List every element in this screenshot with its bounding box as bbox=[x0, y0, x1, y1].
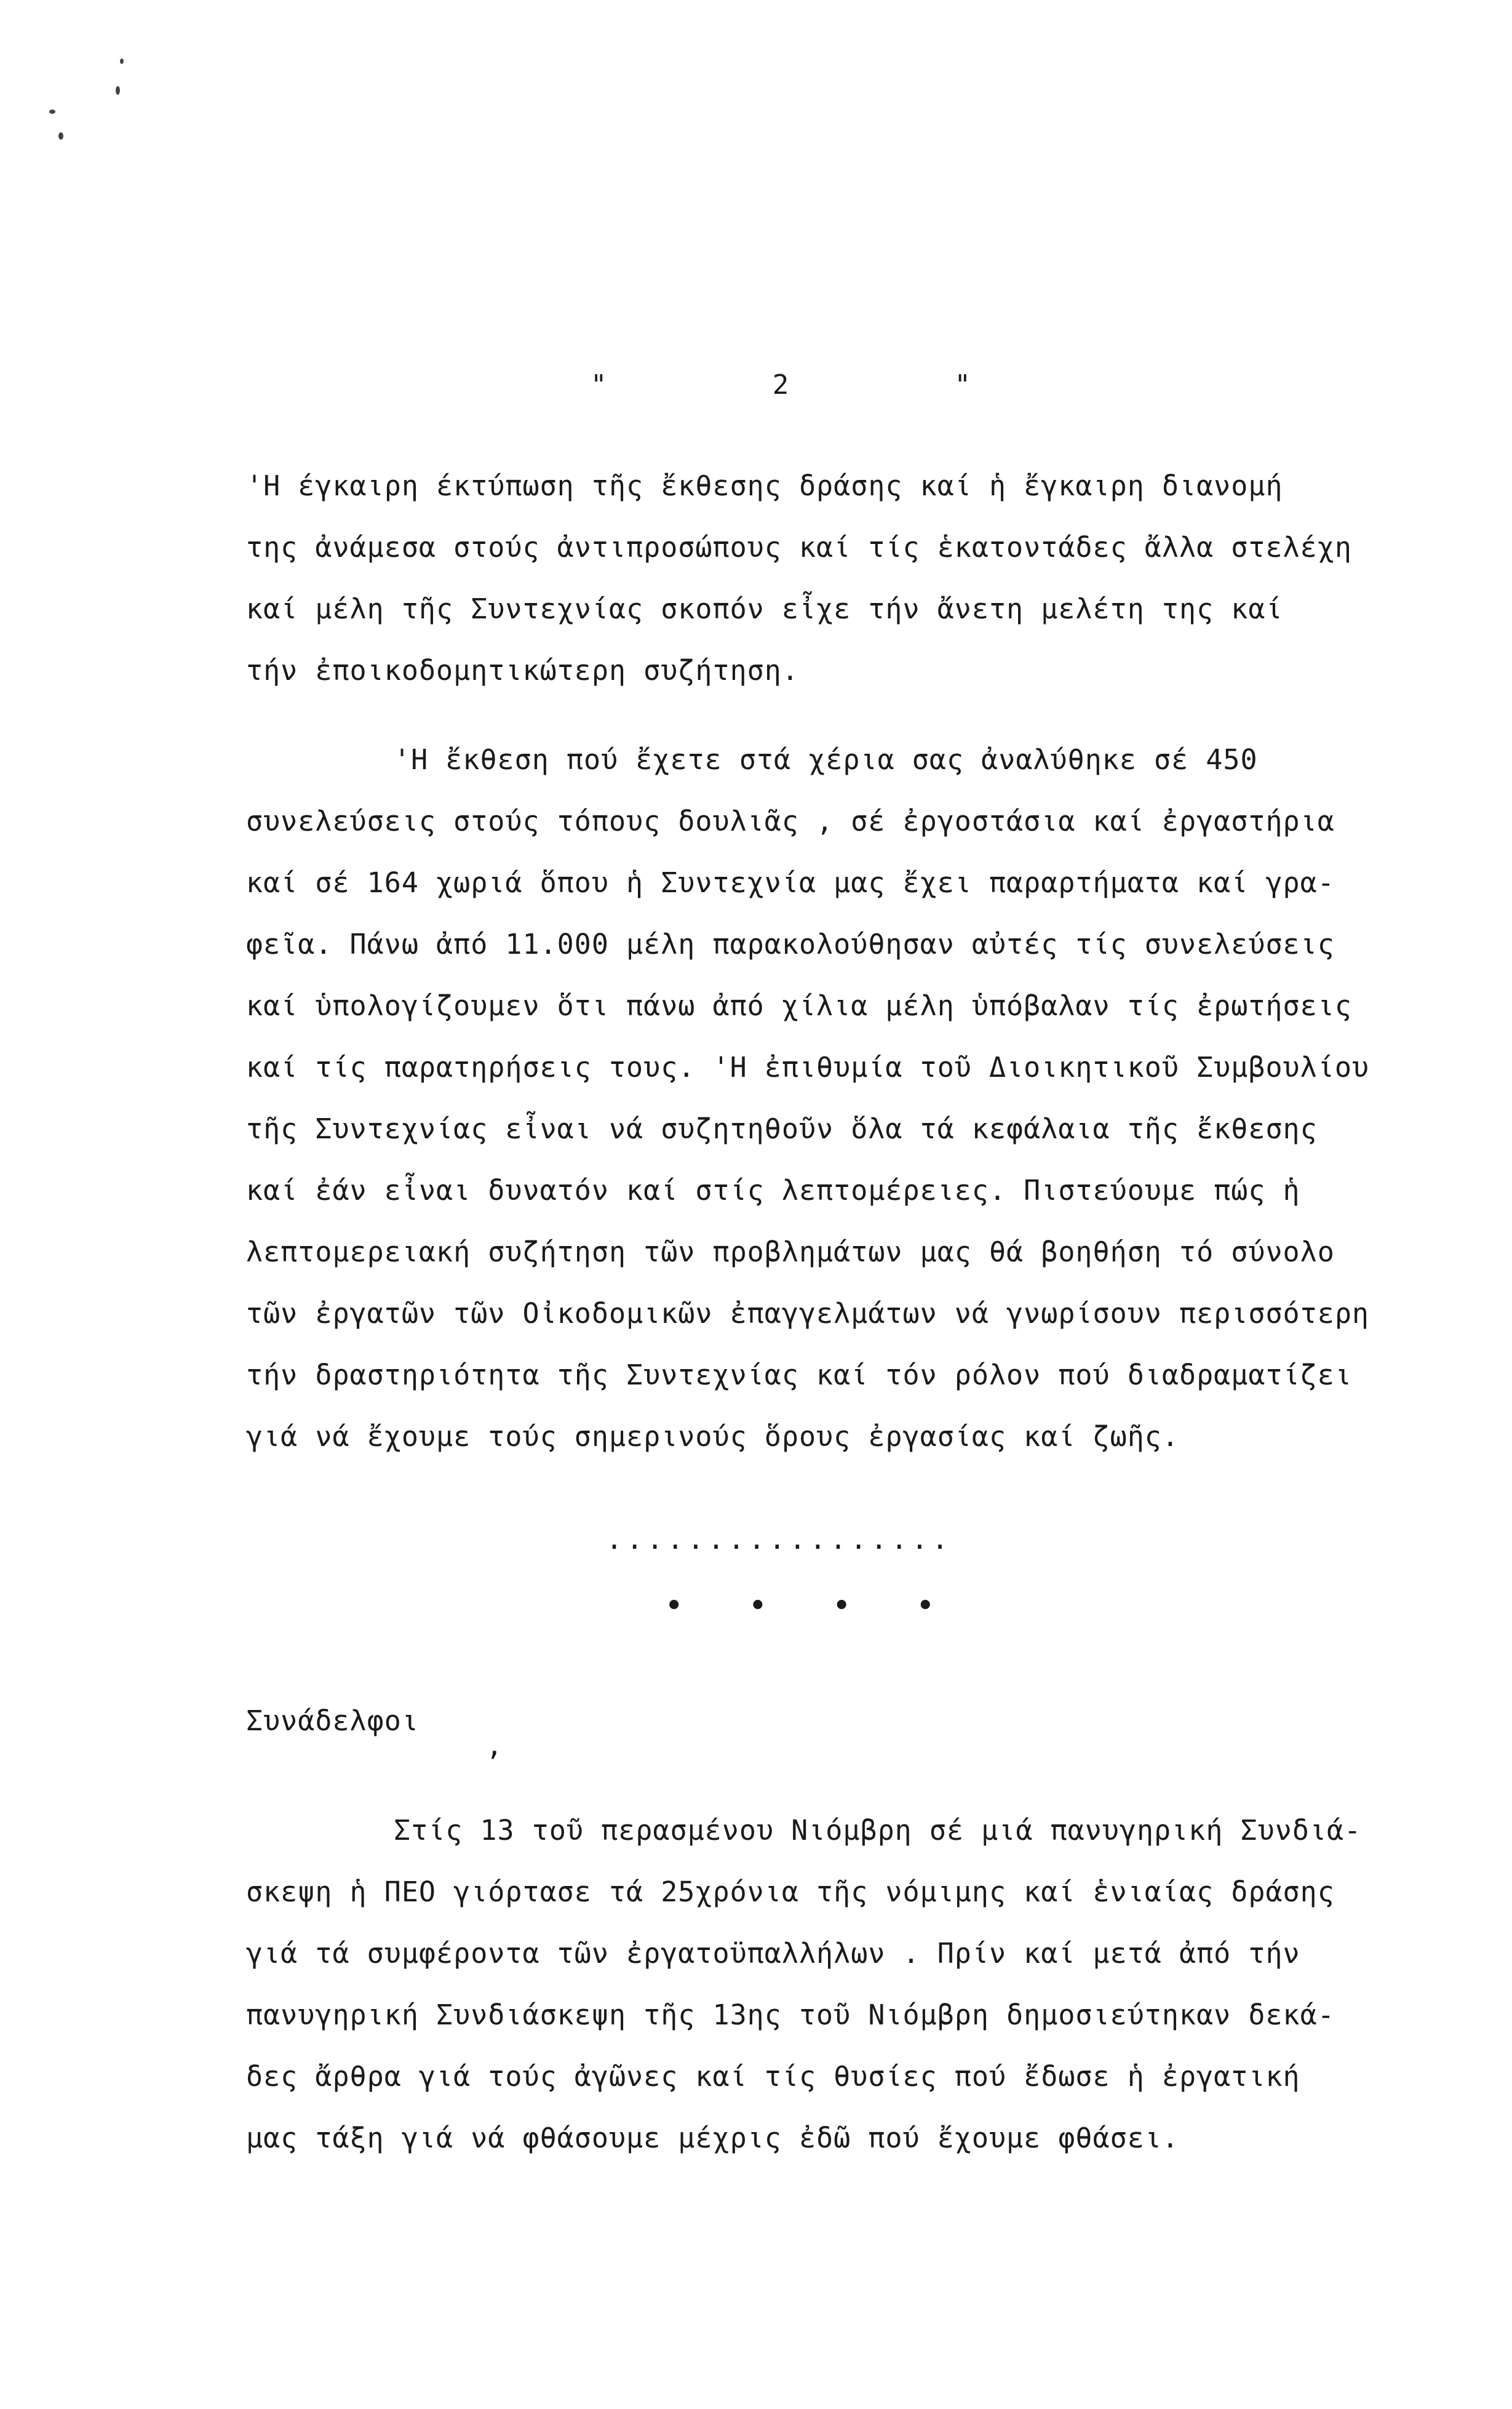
text-line: γιά νά ἔχουμε τούς σημερινούς ὅρους ἐργασίας καί ζωῆς. bbox=[246, 1420, 1179, 1453]
text-line: της ἀνάμεσα στούς ἀντιπροσώπους καί τίς ἑκατοντάδες ἄλλα στελέχη bbox=[246, 531, 1352, 564]
bullet: • bbox=[664, 1588, 684, 1624]
paragraph-1 bbox=[246, 455, 1470, 701]
text-line: τήν ἐποικοδομητικώτερη συζήτηση. bbox=[246, 654, 799, 687]
page-number-value: 2 bbox=[772, 369, 790, 401]
text-line: καί μέλη τῆς Συντεχνίας σκοπόν εἶχε τήν ἄνετη μελέτη της καί bbox=[246, 593, 1283, 625]
text-line: σκεψη ἡ ΠΕΟ γιόρτασε τά 25χρόνια τῆς νόμιμης καί ἑνιαίας δράσης bbox=[246, 1876, 1335, 1908]
separator-bullets bbox=[664, 1588, 935, 1624]
paragraph-3 bbox=[246, 1800, 1470, 2169]
greeting-comma: , bbox=[486, 1729, 503, 1762]
text-line: συνελεύσεις στούς τόπους δουλιᾶς , σέ ἐργοστάσια καί ἐργαστήρια bbox=[246, 805, 1335, 837]
text-line: γιά τά συμφέροντα τῶν ἐργατοϋπαλλήλων . Πρίν καί μετά ἀπό τήν bbox=[246, 1937, 1300, 1970]
scan-speck bbox=[116, 86, 120, 95]
text-line: μας τάξη γιά νά φθάσουμε μέχρις ἐδῶ πού ἔχουμε φθάσει. bbox=[246, 2122, 1179, 2154]
bullet: • bbox=[832, 1588, 851, 1624]
page-number bbox=[591, 369, 972, 401]
scan-speck bbox=[120, 58, 124, 64]
text-line: φεῖα. Πάνω ἀπό 11.000 μέλη παρακολούθησαν αὐτές τίς συνελεύσεις bbox=[246, 928, 1335, 961]
text-line: τῆς Συντεχνίας εἶναι νά συζητηθοῦν ὅλα τά κεφάλαια τῆς ἔκθεσης bbox=[246, 1113, 1318, 1145]
text-line: καί τίς παρατηρήσεις τους. 'Η ἐπιθυμία τοῦ Διοικητικοῦ Συμβουλίου bbox=[246, 1051, 1369, 1084]
separator-dots: ................. bbox=[606, 1523, 952, 1556]
page-number-left-mark: " bbox=[591, 369, 608, 401]
text-line: καί ἐάν εἶναι δυνατόν καί στίς λεπτομέρειες. Πιστεύουμε πώς ἡ bbox=[246, 1174, 1300, 1207]
text-line: καί ὑπολογίζουμεν ὅτι πάνω ἀπό χίλια μέλη ὑπόβαλαν τίς ἐρωτήσεις bbox=[246, 989, 1352, 1022]
greeting: Συνάδελφοι bbox=[246, 1704, 419, 1737]
scan-speck bbox=[49, 110, 55, 114]
bullet: • bbox=[915, 1588, 935, 1624]
text-line: δες ἄρθρα γιά τούς ἀγῶνες καί τίς θυσίες πού ἔδωσε ἡ ἐργατική bbox=[246, 2060, 1300, 2093]
scan-speck bbox=[58, 132, 63, 140]
bullet: • bbox=[748, 1588, 768, 1624]
text-line: τήν δραστηριότητα τῆς Συντεχνίας καί τόν ρόλον πού διαδραματίζει bbox=[246, 1359, 1352, 1391]
text-line: πανυγηρική Συνδιάσκεψη τῆς 13ης τοῦ Νιόμβρη δημοσιεύτηκαν δεκά- bbox=[246, 1999, 1335, 2031]
paragraph-2 bbox=[246, 729, 1470, 1468]
text-line: λεπτομερειακή συζήτηση τῶν προβλημάτων μας θά βοηθήση τό σύνολο bbox=[246, 1236, 1335, 1268]
text-line: 'Η έγκαιρη έκτύπωση τῆς ἔκθεσης δράσης καί ἡ ἔγκαιρη διανομή bbox=[246, 469, 1283, 502]
text-line: 'Η ἔκθεση πού ἔχετε στά χέρια σας ἀναλύθηκε σέ 450 bbox=[394, 743, 1258, 776]
text-line: καί σέ 164 χωριά ὅπου ἡ Συντεχνία μας ἔχει παραρτήματα καί γρα- bbox=[246, 866, 1335, 899]
text-line: Στίς 13 τοῦ περασμένου Νιόμβρη σέ μιά πανυγηρική Συνδιά- bbox=[394, 1814, 1362, 1847]
text-line: τῶν ἐργατῶν τῶν Οἰκοδομικῶν ἐπαγγελμάτων νά γνωρίσουν περισσότερη bbox=[246, 1297, 1369, 1330]
page-number-right-mark: " bbox=[954, 369, 972, 401]
